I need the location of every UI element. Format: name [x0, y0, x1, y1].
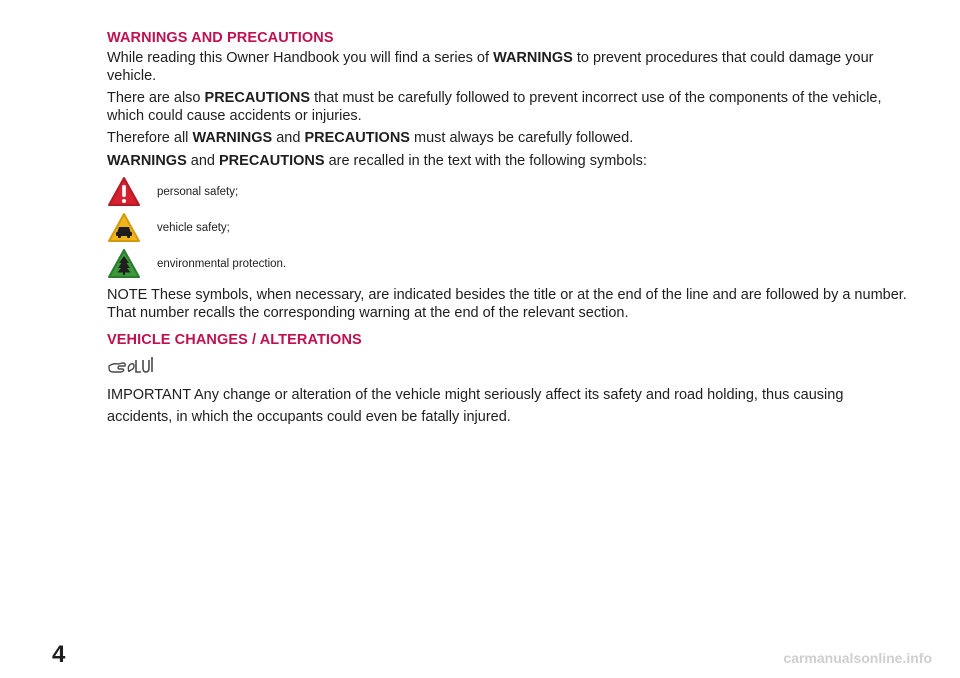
personal-safety-icon [107, 176, 143, 208]
intro-paragraph [107, 50, 907, 85]
emphasis-warnings: WARNINGS [493, 50, 573, 66]
document-body [107, 30, 907, 433]
environmental-protection-icon [107, 248, 143, 280]
emphasis-precautions: PRECAUTIONS [219, 152, 325, 169]
text-span: and [272, 130, 305, 146]
text-span: There are also [107, 90, 205, 106]
vehicle-safety-icon [107, 212, 143, 244]
symbols-intro-paragraph [107, 153, 907, 171]
emphasis-precautions: PRECAUTIONS [204, 90, 311, 106]
symbol-label: environmental protection. [157, 258, 287, 270]
symbol-label: personal safety; [157, 186, 239, 198]
symbol-item [107, 175, 907, 209]
text-span: are recalled in the text with the following symbols: [324, 152, 647, 169]
alterations-heading: VEHICLE CHANGES / ALTERATIONS [107, 332, 362, 348]
text-span: to prevent procedures that could damage your vehicle. [107, 50, 874, 84]
text-span: that must be carefully followed to prevent incorrect use of the components of the vehicle, which could cause accidents or injuries. [107, 90, 882, 124]
text-span: While reading this Owner Handbook you will find a series of [107, 50, 494, 66]
text-span: must always be carefully followed. [409, 130, 634, 146]
therefore-paragraph [107, 130, 907, 148]
text-span: Therefore all [107, 130, 193, 146]
watermark-text: carmanualsonline.info [783, 650, 932, 666]
warnings-heading: WARNINGS AND PRECAUTIONS [107, 30, 334, 46]
symbol-item [107, 247, 907, 281]
emphasis-precautions: PRECAUTIONS [304, 130, 410, 146]
important-paragraph: IMPORTANT Any change or alteration of the vehicle might seriously affect its safety and road holding, thus causing accidents, in which the occupants could even be fatally injured. [107, 387, 844, 425]
text-span: and [186, 152, 219, 169]
hand-pointer-icon [107, 354, 907, 376]
note-paragraph: NOTE These symbols, when necessary, are indicated besides the title or at the end of the line and are followed by a number. That number recalls the corresponding warning at the end of the relevant section. [107, 287, 907, 321]
page-number: 4 [52, 641, 66, 668]
symbol-item [107, 211, 907, 245]
precautions-paragraph [107, 90, 907, 125]
symbol-label: vehicle safety; [157, 222, 230, 234]
emphasis-warnings: WARNINGS [192, 130, 273, 146]
symbol-list [107, 175, 907, 281]
emphasis-warnings: WARNINGS [107, 152, 187, 169]
